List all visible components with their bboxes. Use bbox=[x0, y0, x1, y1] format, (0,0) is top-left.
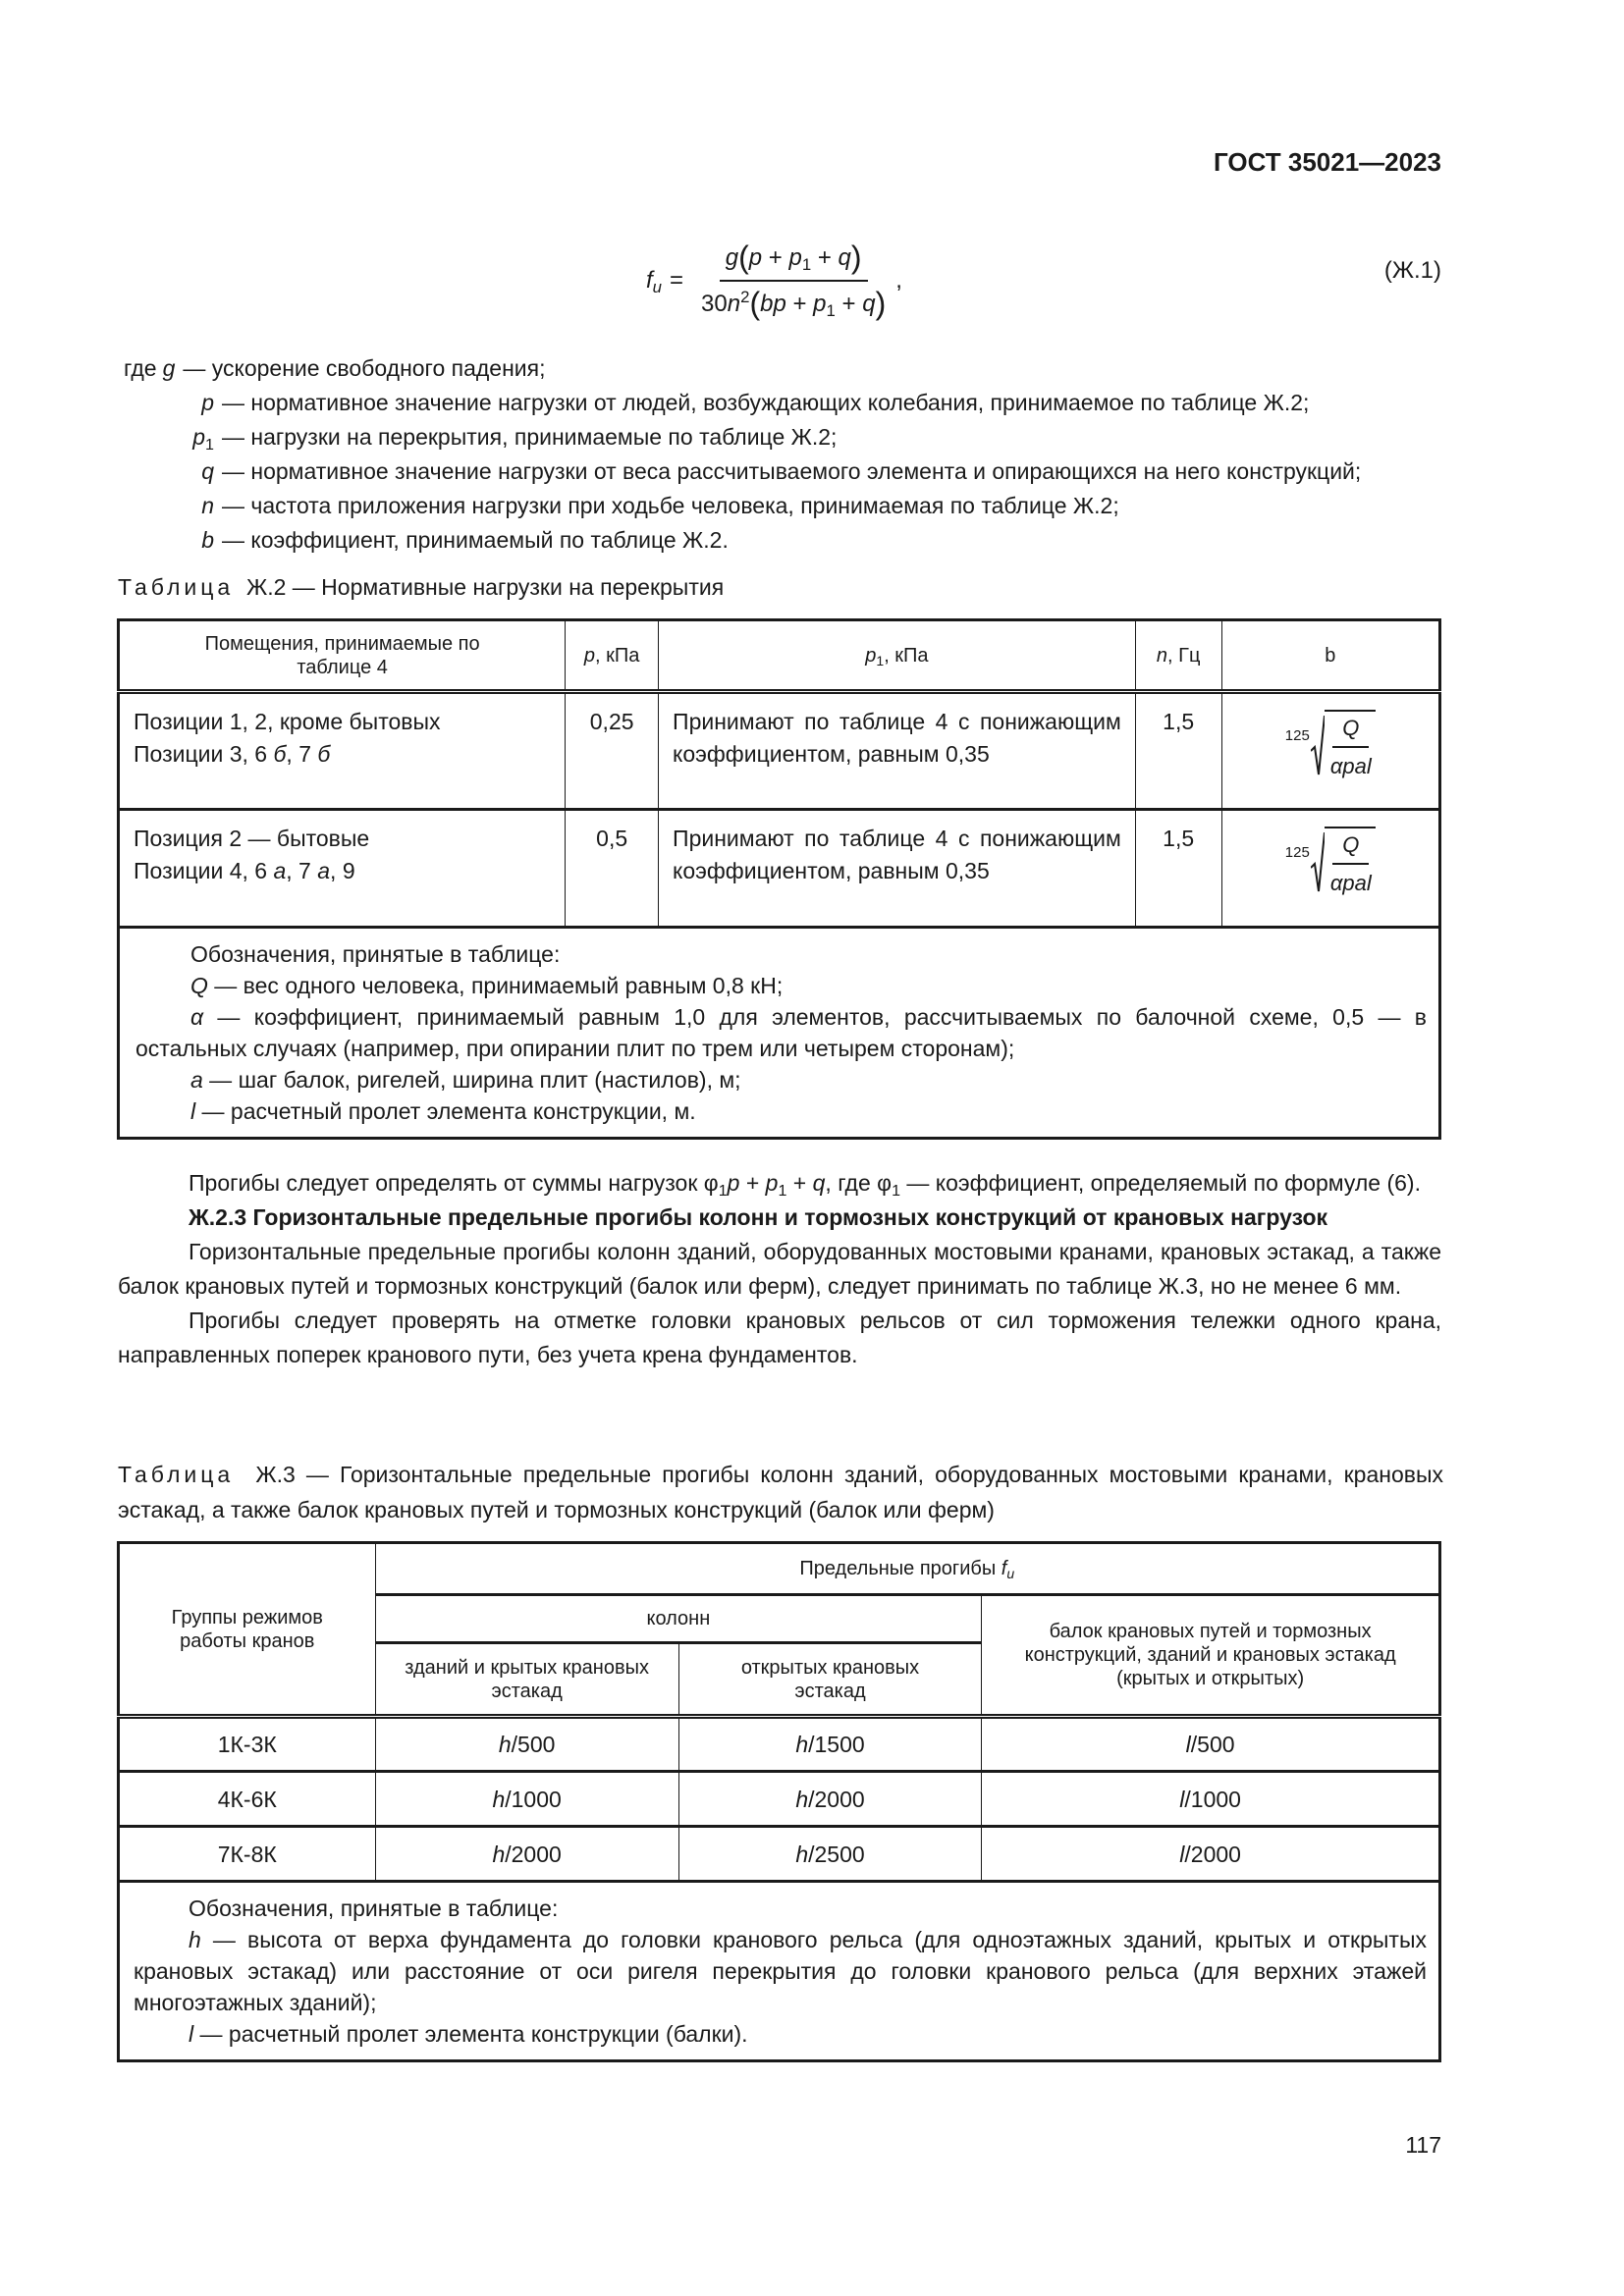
paragraph: Прогибы следует определять от суммы нагрузок $\varphi_1p + p_1 + q$, где $\varphi_1$ — коэффициент, определяемый по формуле (6). bbox=[189, 1170, 1421, 1200]
header-p: p, кПа bbox=[566, 620, 659, 692]
cell-open: h/2500 bbox=[678, 1827, 982, 1882]
cell-p1: Принимают по таблице 4 с понижающим коэффициентом, равным 0,35 bbox=[659, 692, 1136, 810]
formula-lhs: $f_u$ bbox=[646, 267, 663, 297]
table-header-row bbox=[119, 1543, 1440, 1595]
header-covered: зданий и крытых крановых эстакад bbox=[375, 1643, 678, 1717]
cell-covered: h/500 bbox=[375, 1717, 678, 1772]
paragraph: Горизонтальные предельные прогибы колонн зданий, оборудованных мостовыми кранами, крановых эстакад, а также балок крановых путей и тормозных конструкций (балок или ферм), следует принимать по таблице Ж.3, но не менее 6 мм. bbox=[118, 1239, 1441, 1299]
formula-denominator: $30n^2(bp + p_1 + q)$ bbox=[701, 286, 887, 321]
equation-number: (Ж.1) bbox=[1383, 257, 1441, 284]
body-text bbox=[118, 1166, 1441, 1372]
cell-p: 0,25 bbox=[566, 692, 659, 810]
table-notes-row bbox=[119, 928, 1440, 1139]
cell-b bbox=[1221, 810, 1439, 928]
cell-n: 1,5 bbox=[1135, 810, 1221, 928]
definition-item: $p_1$ — нагрузки на перекрытия, принимаемые по таблице Ж.2; bbox=[192, 424, 838, 454]
header-groups: Группы режимов работы кранов bbox=[119, 1543, 376, 1717]
table-header-row bbox=[119, 620, 1440, 692]
cell-group: 7К-8К bbox=[119, 1827, 376, 1882]
header-b: b bbox=[1221, 620, 1439, 692]
table-notes-row bbox=[119, 1882, 1440, 2061]
formula-numerator: $g(p + p_1 + q)$ bbox=[720, 240, 868, 282]
formula-fraction bbox=[695, 240, 892, 322]
root-formula: 125 Q αpal bbox=[1285, 827, 1376, 899]
cell-rooms: Позиции 1, 2, кроме бытовых Позиции 3, 6 б, 7 б bbox=[119, 692, 566, 810]
radical-sign-icon bbox=[1311, 832, 1325, 893]
formula-zh1: $f_u$ = $\frac{g(p + p_1 + q)}{30n^2(bp + p_1 + q)}$ , bbox=[646, 240, 902, 321]
table-row bbox=[119, 1827, 1440, 1882]
cell-beams: l/500 bbox=[982, 1717, 1440, 1772]
table-notes: Обозначения, принятые в таблице: h — высота от верха фундамента до головки кранового рельса (для одноэтажных зданий, крытых и открытых крановых эстакад) или расстояние от оси ригеля перекрытия до головки кранового рельса (для верхних этажей многоэтажных зданий); l — расчетный пролет элемента конструкции (балки). bbox=[119, 1882, 1440, 2061]
cell-p1: Принимают по таблице 4 с понижающим коэффициентом, равным 0,35 bbox=[659, 810, 1136, 928]
document-code: ГОСТ 35021—2023 bbox=[1214, 147, 1441, 177]
cell-open: h/2000 bbox=[678, 1772, 982, 1827]
cell-covered: h/2000 bbox=[375, 1827, 678, 1882]
cell-beams: l/2000 bbox=[982, 1827, 1440, 1882]
table-row bbox=[119, 810, 1440, 928]
cell-p: 0,5 bbox=[566, 810, 659, 928]
equals-sign: = bbox=[670, 267, 684, 294]
section-heading: Ж.2.3 Горизонтальные предельные прогибы колонн и тормозных конструкций от крановых нагрузок bbox=[189, 1204, 1328, 1230]
definition-item: p — нормативное значение нагрузки от людей, возбуждающих колебания, принимаемое по таблице Ж.2; bbox=[201, 390, 1310, 415]
cell-group: 4К-6К bbox=[119, 1772, 376, 1827]
header-n: n, Гц bbox=[1135, 620, 1221, 692]
variable-definitions bbox=[124, 351, 1449, 558]
page-number: 117 bbox=[1405, 2132, 1441, 2158]
header-columns: колонн bbox=[375, 1595, 982, 1643]
table-row bbox=[119, 1717, 1440, 1772]
definition-item: где g — ускорение свободного падения; bbox=[124, 355, 546, 381]
definition-item: b — коэффициент, принимаемый по таблице Ж.2. bbox=[201, 527, 729, 553]
cell-rooms: Позиция 2 — бытовые Позиции 4, 6 а, 7 а, 9 bbox=[119, 810, 566, 928]
table-zh3-caption: Таблица Ж.3 — Горизонтальные предельные прогибы колонн зданий, оборудованных мостовыми кранами, крановых эстакад, а также балок крановых путей и тормозных конструкций (балок или ферм) bbox=[118, 1462, 1443, 1522]
header-limit-deflections: Предельные прогибы $f_u$ bbox=[375, 1543, 1440, 1595]
paragraph: Прогибы следует проверять на отметке головки крановых рельсов от сил торможения тележки одного крана, направленных поперек кранового пути, без учета крена фундаментов. bbox=[118, 1308, 1441, 1367]
root-formula: 125 Q αpal bbox=[1285, 710, 1376, 782]
definition-item: q — нормативное значение нагрузки от веса рассчитываемого элемента и опирающихся на него конструкций; bbox=[201, 458, 1362, 484]
radical-sign-icon bbox=[1311, 716, 1325, 776]
table-zh2-caption: Таблица Ж.2 — Нормативные нагрузки на перекрытия bbox=[118, 574, 725, 600]
table-zh3 bbox=[117, 1541, 1441, 2062]
cell-n: 1,5 bbox=[1135, 692, 1221, 810]
cell-b bbox=[1221, 692, 1439, 810]
table-notes: Обозначения, принятые в таблице: Q — вес одного человека, принимаемый равным 0,8 кН; α — коэффициент, принимаемый равным 1,0 для элементов, рассчитываемых по балочной схеме, 0,5 — в остальных случаях (например, при опирании плит по трем или четырем сторонам); a — шаг балок, ригелей, ширина плит (настилов), м; l — расчетный пролет элемента конструкции, м. bbox=[119, 928, 1440, 1139]
cell-beams: l/1000 bbox=[982, 1772, 1440, 1827]
cell-open: h/1500 bbox=[678, 1717, 982, 1772]
cell-covered: h/1000 bbox=[375, 1772, 678, 1827]
definition-item: n — частота приложения нагрузки при ходьбе человека, принимаемая по таблице Ж.2; bbox=[201, 493, 1119, 518]
header-beams: балок крановых путей и тормозных конструкций, зданий и крановых эстакад (крытых и открытых) bbox=[982, 1595, 1440, 1717]
header-p1: $p_1$, кПа bbox=[659, 620, 1136, 692]
cell-group: 1К-3К bbox=[119, 1717, 376, 1772]
table-row bbox=[119, 692, 1440, 810]
table-row bbox=[119, 1772, 1440, 1827]
header-open: открытых крановых эстакад bbox=[678, 1643, 982, 1717]
header-rooms: Помещения, принимаемые по таблице 4 bbox=[119, 620, 566, 692]
table-zh2 bbox=[117, 618, 1441, 1140]
